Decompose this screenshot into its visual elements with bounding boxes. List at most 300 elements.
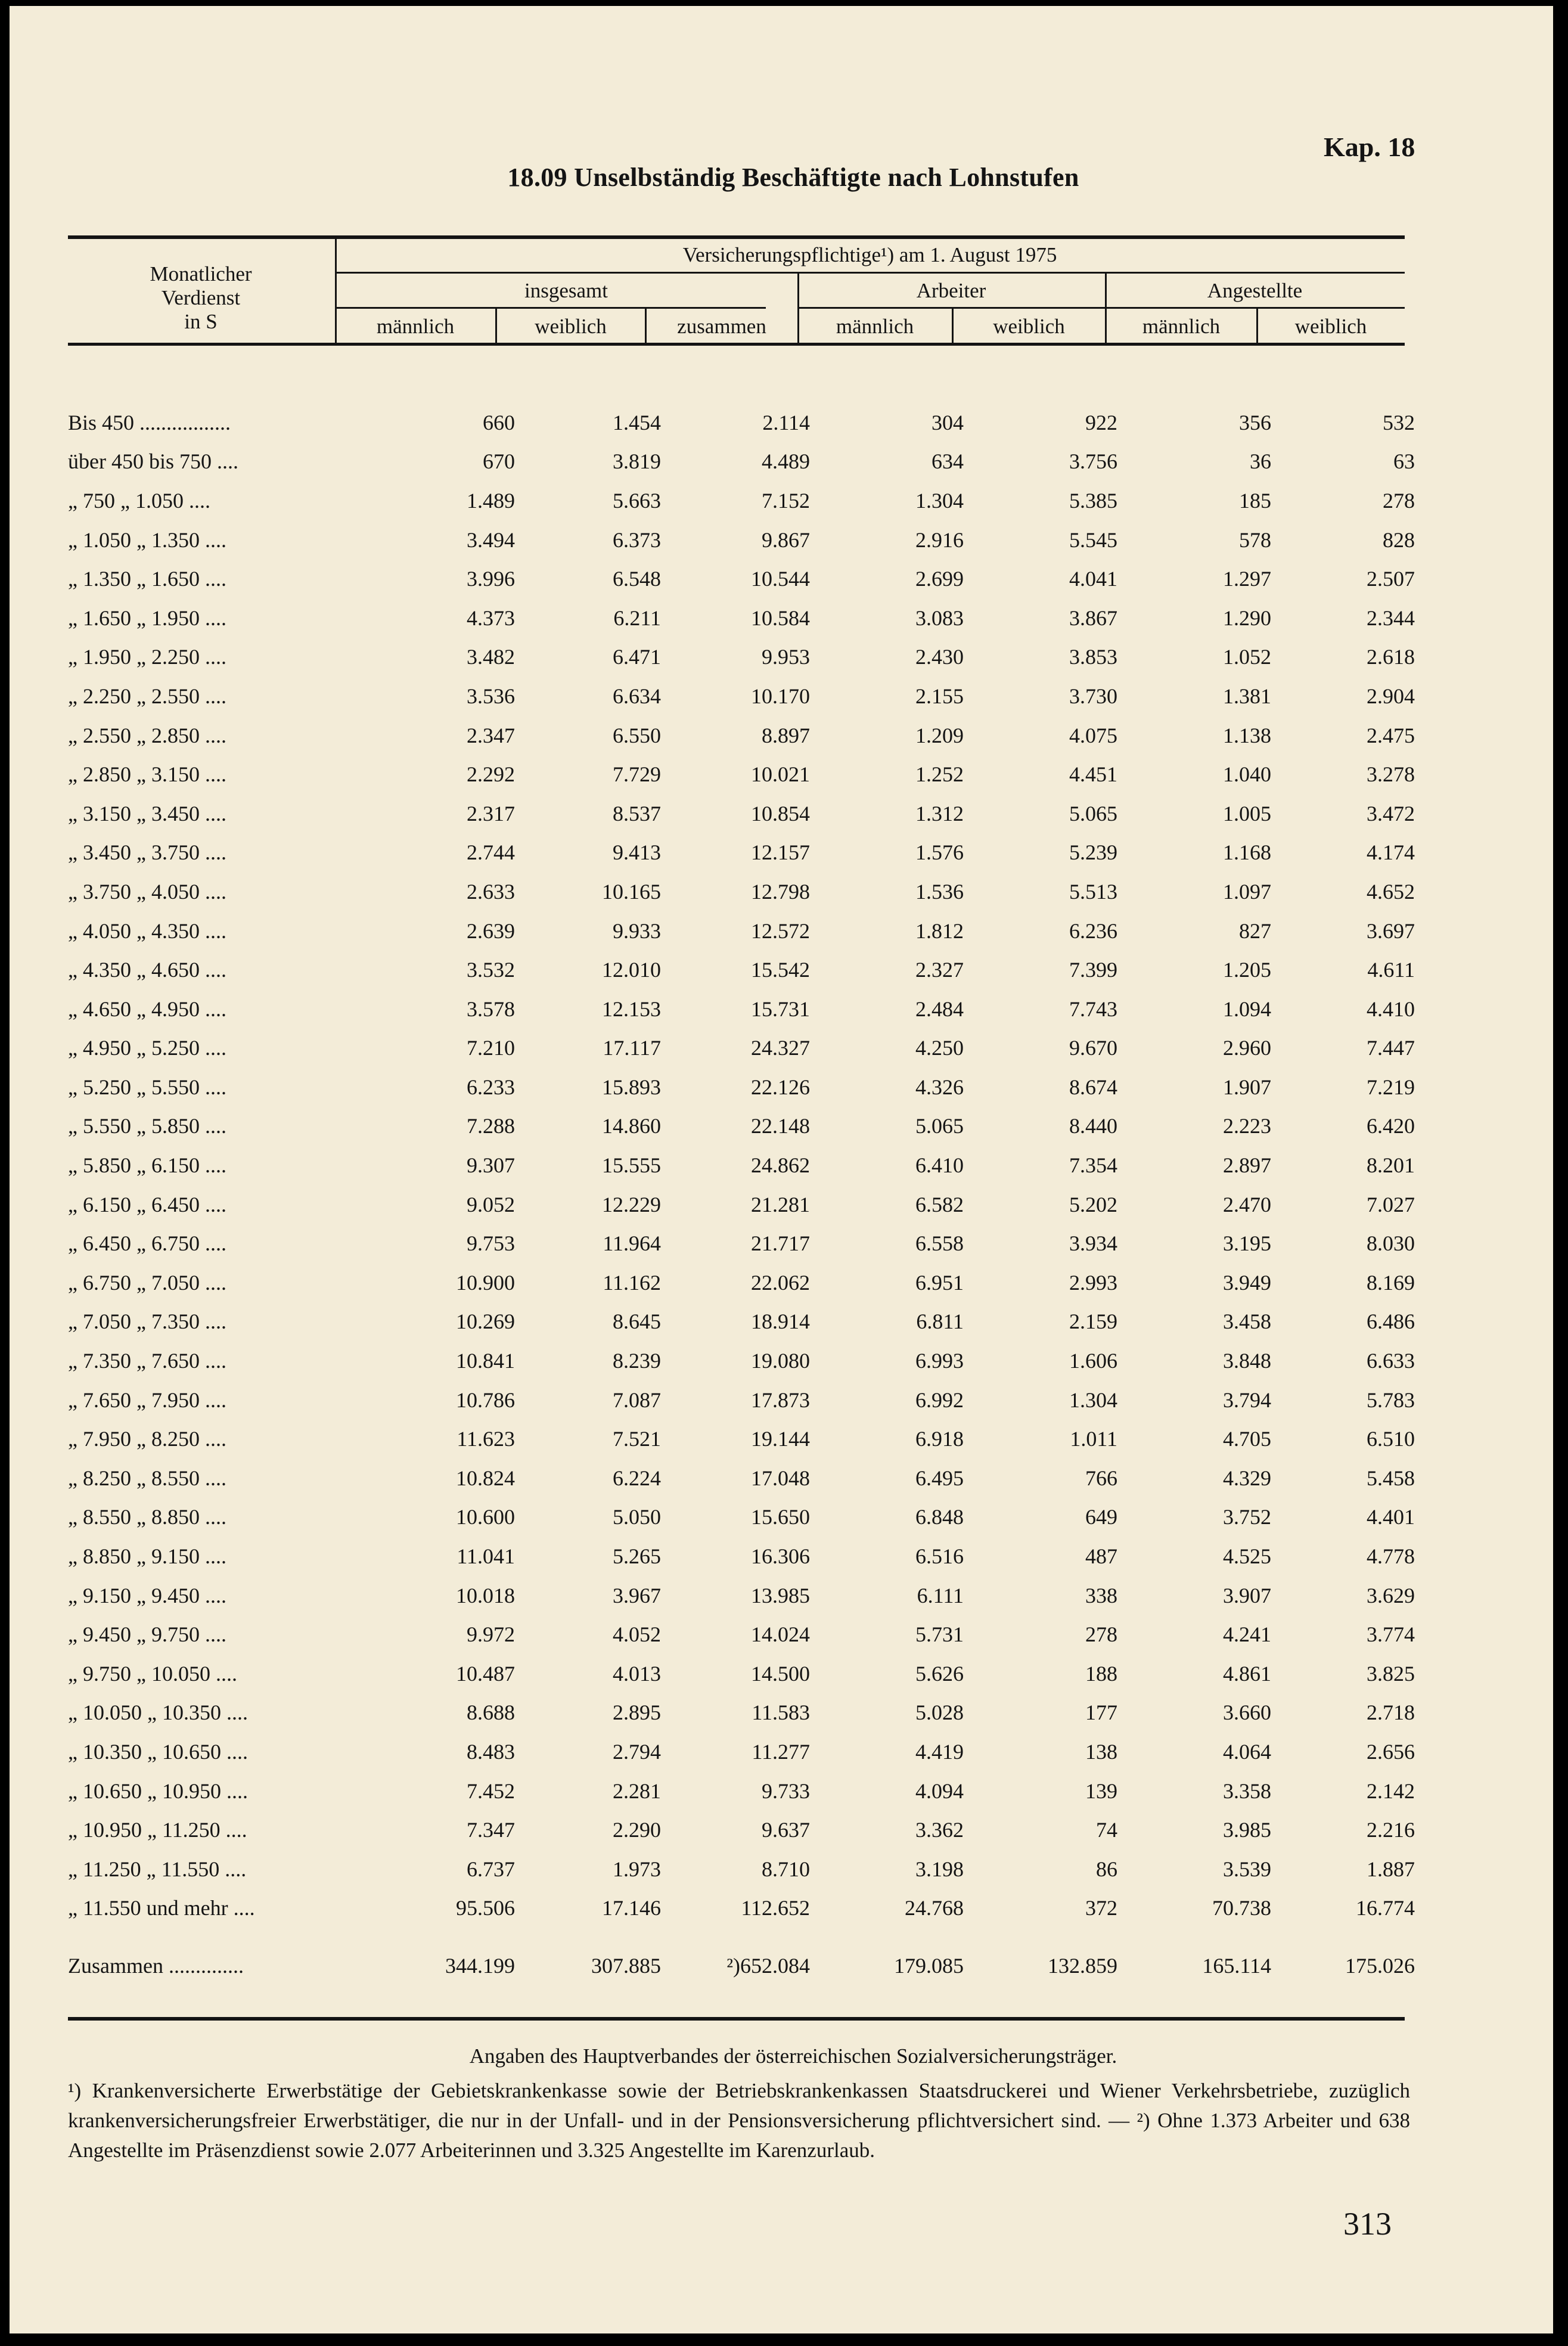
value-cell: 17.048 [751, 1466, 810, 1490]
value-cell: 8.674 [1069, 1075, 1117, 1099]
value-cell: 5.065 [1069, 801, 1117, 826]
value-cell: 3.195 [1223, 1231, 1271, 1256]
value-cell: 112.652 [741, 1896, 810, 1920]
footnote-1: ¹) Krankenversicherte Erwerbstätige der Gebietskrankenkasse sowie der Betriebskrankenkassen Staatsdruckerei und Wiener Verkehrsbetriebe, zuzüglich krankenversicherungsfreier Erwerbstätiger, die nur in der Unfall- und in der Pensionsversicherung pflichtversichert sind. — ²) Ohne 1.373 Arbeiter und 638 Angestellte im Präsenzdienst sowie 2.077 Arbeiterinnen und 3.325 Angestellte im Karenzurlaub. [68, 2079, 1410, 2162]
header-left [68, 262, 334, 334]
value-cell: 6.236 [1069, 918, 1117, 943]
value-cell: 70.738 [1212, 1896, 1271, 1920]
value-cell: 24.327 [751, 1036, 810, 1060]
leader-dots: ................. [134, 410, 231, 435]
row-label: „ 3.450 „ 3.750 [68, 840, 200, 865]
value-cell: 3.756 [1069, 449, 1117, 474]
value-cell: 6.811 [916, 1309, 964, 1334]
row-label: „ 2.550 „ 2.850 [68, 723, 200, 747]
value-cell: 15.555 [602, 1153, 661, 1178]
leader-dots: .... [211, 449, 238, 474]
value-cell: 6.737 [467, 1857, 515, 1881]
value-cell: 2.895 [613, 1700, 661, 1725]
table-row [68, 1224, 1415, 1263]
value-cell: 12.229 [602, 1192, 661, 1217]
value-cell: 8.440 [1069, 1114, 1117, 1138]
value-cell: 11.583 [752, 1700, 810, 1725]
row-label-cell [68, 1654, 336, 1693]
value-cell: 1.606 [1069, 1349, 1117, 1373]
row-label: „ 5.850 „ 6.150 [68, 1153, 200, 1178]
value-cell: 2.744 [467, 840, 515, 865]
value-cell: 10.544 [751, 567, 810, 591]
table-bottom-rule [68, 2017, 1405, 2021]
header-bottom-rule [68, 343, 1405, 346]
value-cell: 2.142 [1367, 1779, 1415, 1803]
table-row [68, 1889, 1415, 1928]
header-top: Versicherungspflichtige¹) am 1. August 1975 [682, 243, 1057, 266]
leader-dots: .... [199, 645, 226, 669]
leader-dots: .... [183, 488, 210, 513]
value-cell: 6.495 [915, 1466, 964, 1490]
value-cell: 6.992 [915, 1388, 964, 1412]
wage-table-body [68, 403, 1415, 1990]
leader-dots: .... [199, 1583, 226, 1608]
value-cell: 7.447 [1367, 1036, 1415, 1060]
value-cell: 9.307 [467, 1153, 515, 1178]
value-cell: 1.168 [1223, 840, 1271, 865]
table-row [68, 1302, 1415, 1342]
row-label-cell [68, 1771, 336, 1811]
value-cell: 6.233 [467, 1075, 515, 1099]
value-cell: 344.199 [445, 1954, 515, 1978]
row-label-cell [68, 638, 336, 677]
value-cell: 2.475 [1367, 723, 1415, 747]
leader-dots: .... [199, 1231, 226, 1256]
row-label-cell [68, 1537, 336, 1576]
value-cell: 5.265 [613, 1544, 661, 1569]
value-cell: 9.972 [467, 1622, 515, 1647]
value-cell: 8.030 [1367, 1231, 1415, 1256]
value-cell: 10.786 [456, 1388, 515, 1412]
value-cell: 6.486 [1367, 1309, 1415, 1334]
table-row [68, 1380, 1415, 1420]
value-cell: 9.953 [762, 645, 810, 669]
row-label-cell [68, 677, 336, 716]
table-row [68, 1850, 1415, 1889]
row-label: „ 4.350 „ 4.650 [68, 958, 200, 982]
row-label-cell [68, 911, 336, 951]
value-cell: 2.633 [467, 879, 515, 904]
leader-dots: .... [199, 1427, 226, 1451]
header-left-line-3: in S [184, 310, 218, 333]
row-label-cell [68, 559, 336, 598]
row-label: „ 1.050 „ 1.350 [68, 527, 200, 552]
row-label: Zusammen [68, 1954, 163, 1978]
value-cell: 649 [1085, 1505, 1117, 1529]
value-cell: 14.500 [751, 1661, 810, 1686]
value-cell: 7.354 [1069, 1153, 1117, 1178]
value-cell: 5.385 [1069, 488, 1117, 513]
table-row [68, 872, 1415, 911]
value-cell: 4.401 [1367, 1505, 1415, 1529]
leader-dots: .... [199, 723, 226, 747]
row-label: „ 2.850 „ 3.150 [68, 762, 200, 787]
header-rule-level3-b [797, 307, 1405, 309]
header-group-arbeiter: Arbeiter [916, 279, 986, 302]
value-cell: 4.373 [467, 606, 515, 630]
value-cell: 15.542 [751, 958, 810, 982]
value-cell: 5.458 [1367, 1466, 1415, 1490]
value-cell: 7.087 [613, 1388, 661, 1412]
value-cell: 6.548 [613, 567, 661, 591]
value-cell: 4.326 [915, 1075, 964, 1099]
value-cell: 4.064 [1223, 1739, 1271, 1764]
value-cell: 1.094 [1223, 997, 1271, 1021]
row-label-cell [68, 716, 336, 755]
table-row [68, 1615, 1415, 1654]
value-cell: 9.670 [1069, 1036, 1117, 1060]
value-cell: 63 [1393, 449, 1415, 474]
value-cell: 4.094 [915, 1779, 964, 1803]
value-cell: 338 [1085, 1583, 1117, 1608]
value-cell: 5.028 [915, 1700, 964, 1725]
value-cell: 10.900 [456, 1270, 515, 1295]
value-cell: 2.292 [467, 762, 515, 787]
table-row [68, 598, 1415, 638]
table-row [68, 1107, 1415, 1146]
table-row [68, 1771, 1415, 1811]
row-label: „ 2.250 „ 2.550 [68, 684, 200, 708]
header-top-rule [68, 235, 1405, 239]
value-cell: 21.281 [751, 1192, 810, 1217]
value-cell: 6.951 [915, 1270, 964, 1295]
value-cell: 660 [483, 410, 515, 435]
table-row [68, 833, 1415, 873]
value-cell: 9.753 [467, 1231, 515, 1256]
leader-dots: .... [199, 606, 226, 630]
header-left-line-2: Verdienst [161, 286, 241, 309]
row-label: „ 9.450 „ 9.750 [68, 1622, 200, 1647]
leader-dots: .... [199, 1622, 226, 1647]
value-cell: 22.062 [751, 1270, 810, 1295]
leader-dots: .... [199, 1270, 226, 1295]
value-cell: 6.471 [613, 645, 661, 669]
leader-dots: .... [199, 840, 226, 865]
wage-table [68, 403, 1415, 1990]
table-row [68, 989, 1415, 1029]
value-cell: 6.633 [1367, 1349, 1415, 1373]
value-cell: 2.223 [1223, 1114, 1271, 1138]
value-cell: 6.918 [915, 1427, 964, 1451]
value-cell: 15.650 [751, 1505, 810, 1529]
page-number: 313 [1343, 2206, 1392, 2242]
value-cell: 828 [1383, 527, 1415, 552]
value-cell: 1.576 [915, 840, 964, 865]
value-cell: 2.699 [915, 567, 964, 591]
chapter-label: Kap. 18 [1324, 132, 1415, 162]
table-row [68, 559, 1415, 598]
value-cell: 9.933 [613, 918, 661, 943]
value-cell: 5.065 [915, 1114, 964, 1138]
value-cell: 7.219 [1367, 1075, 1415, 1099]
value-cell: 6.634 [613, 684, 661, 708]
value-cell: 21.717 [751, 1231, 810, 1256]
table-row [68, 1068, 1415, 1107]
value-cell: 7.288 [467, 1114, 515, 1138]
table-row [68, 1419, 1415, 1459]
table-row [68, 1263, 1415, 1302]
value-cell: 10.021 [751, 762, 810, 787]
value-cell: 2.718 [1367, 1700, 1415, 1725]
value-cell: 3.752 [1223, 1505, 1271, 1529]
value-cell: 1.381 [1223, 684, 1271, 708]
value-cell: 9.637 [762, 1818, 810, 1842]
value-cell: 5.783 [1367, 1388, 1415, 1412]
leader-dots: .... [219, 1857, 247, 1881]
row-label: „ 10.350 „ 10.650 [68, 1739, 221, 1764]
value-cell: 7.347 [467, 1818, 515, 1842]
value-cell: 4.611 [1367, 958, 1415, 982]
value-cell: 86 [1096, 1857, 1117, 1881]
value-cell: 532 [1383, 410, 1415, 435]
leader-dots: .... [199, 1544, 226, 1569]
value-cell: 2.216 [1367, 1818, 1415, 1842]
value-cell: 16.774 [1356, 1896, 1415, 1920]
value-cell: 2.794 [613, 1739, 661, 1764]
value-cell: 1.973 [613, 1857, 661, 1881]
value-cell: 16.306 [751, 1544, 810, 1569]
table-title: 18.09 Unselbständig Beschäftigte nach Lohnstufen [507, 163, 1079, 192]
table-row [68, 1146, 1415, 1185]
value-cell: 4.705 [1223, 1427, 1271, 1451]
value-cell: 3.536 [467, 684, 515, 708]
value-cell: 1.312 [915, 801, 964, 826]
table-row [68, 1185, 1415, 1224]
table-row [68, 1459, 1415, 1498]
value-cell: 24.768 [905, 1896, 964, 1920]
leader-dots: .... [199, 762, 226, 787]
row-label: „ 7.050 „ 7.350 [68, 1309, 200, 1334]
table-row [68, 755, 1415, 794]
value-cell: 7.729 [613, 762, 661, 787]
leader-dots: .... [199, 1388, 226, 1412]
row-label-cell [68, 872, 336, 911]
value-cell: 2.484 [915, 997, 964, 1021]
row-label-cell [68, 1810, 336, 1850]
value-cell: 487 [1085, 1544, 1117, 1569]
value-cell: 22.126 [751, 1075, 810, 1099]
header-col-5: weiblich [993, 315, 1065, 338]
header-col-2: weiblich [535, 315, 607, 338]
table-row [68, 520, 1415, 560]
value-cell: 15.893 [602, 1075, 661, 1099]
value-cell: 2.904 [1367, 684, 1415, 708]
row-label-cell [68, 1615, 336, 1654]
value-cell: 17.146 [602, 1896, 661, 1920]
value-cell: 177 [1085, 1700, 1117, 1725]
value-cell: 10.165 [602, 879, 661, 904]
header-group-insgesamt: insgesamt [524, 279, 608, 302]
value-cell: 165.114 [1202, 1954, 1271, 1978]
leader-dots: .... [199, 1192, 226, 1217]
value-cell: 3.985 [1223, 1818, 1271, 1842]
row-label-cell [68, 1107, 336, 1146]
value-cell: 3.278 [1367, 762, 1415, 787]
row-label: „ 11.250 „ 11.550 [68, 1857, 220, 1881]
row-label-cell [68, 1068, 336, 1107]
value-cell: 304 [932, 410, 964, 435]
value-cell: 7.452 [467, 1779, 515, 1803]
value-cell: 11.623 [457, 1427, 515, 1451]
row-label: „ 7.950 „ 8.250 [68, 1427, 200, 1451]
value-cell: 2.317 [467, 801, 515, 826]
value-cell: 8.710 [762, 1857, 810, 1881]
value-cell: 22.148 [751, 1114, 810, 1138]
table-row [68, 911, 1415, 951]
value-cell: 10.269 [456, 1309, 515, 1334]
row-label: „ 3.150 „ 3.450 [68, 801, 200, 826]
value-cell: 1.812 [915, 918, 964, 943]
value-cell: 5.239 [1069, 840, 1117, 865]
value-cell: 18.914 [751, 1309, 810, 1334]
value-cell: 2.281 [613, 1779, 661, 1803]
value-cell: 278 [1383, 488, 1415, 513]
row-label-cell [68, 1693, 336, 1733]
value-cell: 14.860 [602, 1114, 661, 1138]
value-cell: 7.152 [762, 488, 810, 513]
row-label: „ 7.350 „ 7.650 [68, 1349, 200, 1373]
value-cell: 2.159 [1069, 1309, 1117, 1334]
value-cell: 11.277 [752, 1739, 810, 1764]
row-label: „ 1.950 „ 2.250 [68, 645, 200, 669]
value-cell: 4.250 [915, 1036, 964, 1060]
row-label: „ 4.050 „ 4.350 [68, 918, 200, 943]
row-label: „ 9.150 „ 9.450 [68, 1583, 200, 1608]
leader-dots: .... [210, 1661, 237, 1686]
row-label: „ 1.650 „ 1.950 [68, 606, 200, 630]
row-label-cell [68, 1732, 336, 1771]
value-cell: 3.819 [613, 449, 661, 474]
value-cell: 1.209 [915, 723, 964, 747]
header-group-angestellte: Angestellte [1207, 279, 1303, 302]
row-label-cell [68, 1380, 336, 1420]
row-label-cell [68, 1224, 336, 1263]
value-cell: 1.297 [1223, 567, 1271, 591]
value-cell: 10.841 [456, 1349, 515, 1373]
value-cell: 3.949 [1223, 1270, 1271, 1295]
row-label: „ 8.850 „ 9.150 [68, 1544, 200, 1569]
value-cell: 2.656 [1367, 1739, 1415, 1764]
row-label-cell [68, 1263, 336, 1302]
table-row [68, 1498, 1415, 1537]
row-label-cell [68, 1419, 336, 1459]
row-label: „ 3.750 „ 4.050 [68, 879, 200, 904]
leader-dots: .... [199, 801, 226, 826]
value-cell: 6.848 [915, 1505, 964, 1529]
row-label: „ 11.550 und mehr [68, 1896, 228, 1920]
row-label-cell [68, 403, 336, 442]
value-cell: 6.373 [613, 527, 661, 552]
value-cell: 17.117 [603, 1036, 661, 1060]
value-cell: 1.304 [915, 488, 964, 513]
value-cell: 766 [1085, 1466, 1117, 1490]
value-cell: 4.525 [1223, 1544, 1271, 1569]
value-cell: 139 [1085, 1779, 1117, 1803]
header-col-7: weiblich [1294, 315, 1367, 338]
value-cell: 185 [1239, 488, 1271, 513]
value-cell: 2.430 [915, 645, 964, 669]
value-cell: 8.897 [762, 723, 810, 747]
row-label: „ 5.250 „ 5.550 [68, 1075, 200, 1099]
row-label: „ 9.750 „ 10.050 [68, 1661, 210, 1686]
value-cell: 1.011 [1070, 1427, 1117, 1451]
value-cell: 3.867 [1069, 606, 1117, 630]
value-cell: 3.358 [1223, 1779, 1271, 1803]
value-cell: 6.510 [1367, 1427, 1415, 1451]
leader-dots: .............. [163, 1954, 244, 1978]
value-cell: 8.169 [1367, 1270, 1415, 1295]
value-cell: 4.410 [1367, 997, 1415, 1021]
document-page [10, 6, 1553, 2333]
leader-dots: .... [220, 1818, 247, 1842]
table-row [68, 1732, 1415, 1771]
value-cell: 2.993 [1069, 1270, 1117, 1295]
leader-dots: .... [199, 567, 226, 591]
value-cell: 1.252 [915, 762, 964, 787]
value-cell: 1.097 [1223, 879, 1271, 904]
value-cell: 2.507 [1367, 567, 1415, 591]
leader-dots: .... [199, 1505, 226, 1529]
table-row [68, 1654, 1415, 1693]
table-row [68, 638, 1415, 677]
row-label: Bis 450 [68, 410, 135, 435]
value-cell: 3.578 [467, 997, 515, 1021]
table-row [68, 1537, 1415, 1576]
value-cell: 5.513 [1069, 879, 1117, 904]
value-cell: 12.153 [602, 997, 661, 1021]
row-label: „ 6.750 „ 7.050 [68, 1270, 200, 1295]
leader-dots: .... [199, 684, 226, 708]
value-cell: 74 [1096, 1818, 1117, 1842]
row-label: „ 8.250 „ 8.550 [68, 1466, 200, 1490]
value-cell: 6.410 [915, 1153, 964, 1178]
value-cell: 6.211 [613, 606, 661, 630]
table-row [68, 677, 1415, 716]
value-cell: ²)652.084 [726, 1954, 810, 1978]
row-label: „ 7.650 „ 7.950 [68, 1388, 200, 1412]
value-cell: 2.290 [613, 1818, 661, 1842]
header-col-1: männlich [376, 315, 455, 338]
table-row [68, 1029, 1415, 1068]
value-cell: 2.960 [1223, 1036, 1271, 1060]
value-cell: 5.545 [1069, 527, 1117, 552]
value-cell: 3.083 [915, 606, 964, 630]
value-cell: 15.731 [751, 997, 810, 1021]
value-cell: 10.600 [456, 1505, 515, 1529]
value-cell: 3.853 [1069, 645, 1117, 669]
row-label-cell [68, 950, 336, 989]
value-cell: 3.967 [613, 1583, 661, 1608]
value-cell: 4.861 [1223, 1661, 1271, 1686]
value-cell: 1.290 [1223, 606, 1271, 630]
value-cell: 9.052 [467, 1192, 515, 1217]
header-rule-level2 [335, 272, 1405, 274]
row-label: „ 10.950 „ 11.250 [68, 1818, 221, 1842]
leader-dots: .... [199, 997, 226, 1021]
value-cell: 9.413 [613, 840, 661, 865]
value-cell: 188 [1085, 1661, 1117, 1686]
value-cell: 3.629 [1367, 1583, 1415, 1608]
table-row [68, 950, 1415, 989]
leader-dots: .... [199, 918, 226, 943]
value-cell: 10.584 [751, 606, 810, 630]
value-cell: 3.494 [467, 527, 515, 552]
